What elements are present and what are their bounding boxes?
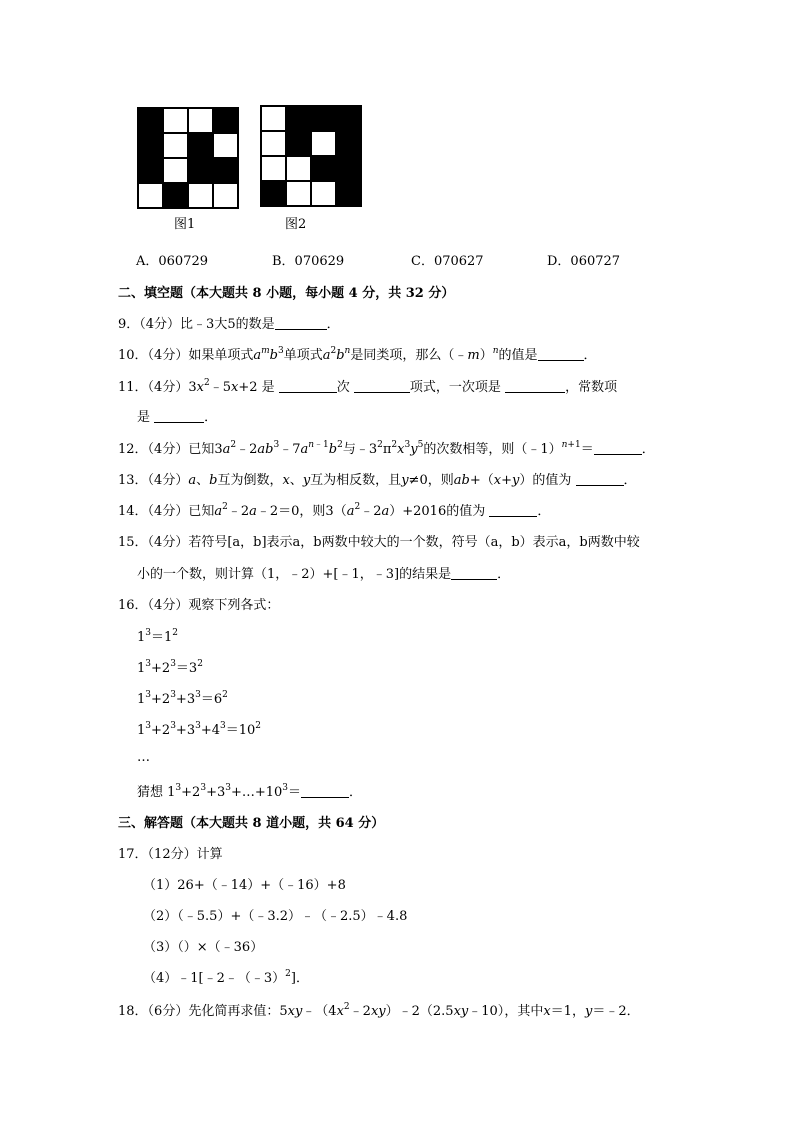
black-cell	[188, 133, 213, 158]
white-cell	[163, 158, 188, 183]
ellipsis: …	[137, 750, 150, 765]
white-cell	[261, 156, 286, 181]
question-16-guess: 猜想 $1^3+2^3+3^3+\dots+10^3=$ ．	[137, 783, 363, 800]
equation-2: $1^3+2^3=3^2$	[137, 659, 203, 676]
black-cell	[336, 156, 361, 181]
black-cell	[336, 106, 361, 131]
option-c: C．070627	[411, 254, 484, 269]
question-15-line2: 小的一个数，则计算（1，﹣2）+[﹣1，﹣3]的结果是 ．	[137, 567, 511, 582]
option-d: D．060727	[547, 254, 621, 269]
equation-4: $1^3+2^3+3^3+4^3=10^2$	[137, 721, 262, 738]
black-cell	[311, 106, 336, 131]
black-cell	[213, 108, 238, 133]
black-cell	[336, 181, 361, 206]
question-14: 14．（4分）已知$a^2﹣2a﹣2=0$，则$3(a^2﹣2a)+2016$的值为 ．	[118, 502, 551, 519]
black-cell	[163, 183, 188, 208]
white-cell	[138, 183, 163, 208]
black-cell	[261, 181, 286, 206]
question-16-title: 16．（4分）观察下列各式：	[118, 598, 280, 613]
white-cell	[213, 183, 238, 208]
white-cell	[286, 156, 311, 181]
black-cell	[213, 158, 238, 183]
black-cell	[188, 158, 213, 183]
question-11-line2: 是 ．	[137, 410, 218, 425]
black-cell	[286, 131, 311, 156]
white-cell	[261, 131, 286, 156]
question-17-title: 17．（12分）计算	[118, 847, 223, 862]
figure-1-label: 图1	[174, 217, 196, 232]
white-cell	[163, 133, 188, 158]
figure-2-grid	[260, 105, 362, 207]
white-cell	[261, 106, 286, 131]
question-13: 13．（4分）a、b互为倒数，x、y互为相反数，且y≠0，则ab+（x+y）的值为 ．	[118, 473, 637, 488]
question-17-part-4: （4）﹣1[﹣2﹣（﹣3）$^2$]．	[143, 969, 309, 986]
white-cell	[311, 181, 336, 206]
white-cell	[311, 131, 336, 156]
black-cell	[138, 158, 163, 183]
white-cell	[163, 108, 188, 133]
black-cell	[286, 106, 311, 131]
figure-1-grid	[137, 107, 239, 209]
question-12: 12．（4分）已知$3a^2﹣2ab^3﹣7a^{n﹣1}b^2$与$﹣3^2\pi^2x^3y^5$的次数相等，则（﹣1）$^{n+1}$＝ ．	[118, 440, 655, 457]
white-cell	[213, 133, 238, 158]
question-11: 11．（4分）$3x^2﹣5x+2$ 是 次 项式，一次项是 ，常数项	[118, 378, 618, 395]
equation-1: $1^3=1^2$	[137, 628, 179, 645]
question-10: 10．（4分）如果单项式$a^mb^3$单项式$a^2b^n$是同类项，那么（﹣m）$^n$的值是 ．	[118, 346, 597, 363]
black-cell	[336, 131, 361, 156]
question-17-part-2: （2）（﹣5.5）+（﹣3.2）﹣（﹣2.5）﹣4.8	[143, 909, 408, 924]
white-cell	[188, 183, 213, 208]
section-3-title: 三、解答题（本大题共 8 道小题，共 64 分）	[118, 816, 385, 831]
question-17-part-1: （1）26+（﹣14）+（﹣16）+8	[143, 878, 346, 893]
question-9: 9．（4分）比﹣3大5的数是 ．	[118, 317, 340, 332]
option-b: B．070629	[272, 254, 345, 269]
question-18: 18．（6分）先化简再求值：$5xy﹣(4x^2﹣2xy)﹣2(2.5xy﹣10)$，其中x＝1，y＝﹣2．	[118, 1002, 640, 1019]
black-cell	[138, 108, 163, 133]
section-2-title: 二、填空题（本大题共 8 小题，每小题 4 分，共 32 分）	[118, 286, 455, 301]
question-17-part-3: （3）（）×（﹣36）	[143, 940, 264, 955]
white-cell	[188, 108, 213, 133]
figure-2-label: 图2	[285, 217, 307, 232]
equation-3: $1^3+2^3+3^3=6^2$	[137, 690, 228, 707]
black-cell	[138, 133, 163, 158]
black-cell	[311, 156, 336, 181]
question-15-line1: 15．（4分）若符号[a，b]表示a，b两数中较大的一个数，符号（a，b）表示a，b两数中较	[118, 535, 640, 550]
white-cell	[286, 181, 311, 206]
option-a: A．060729	[136, 254, 209, 269]
